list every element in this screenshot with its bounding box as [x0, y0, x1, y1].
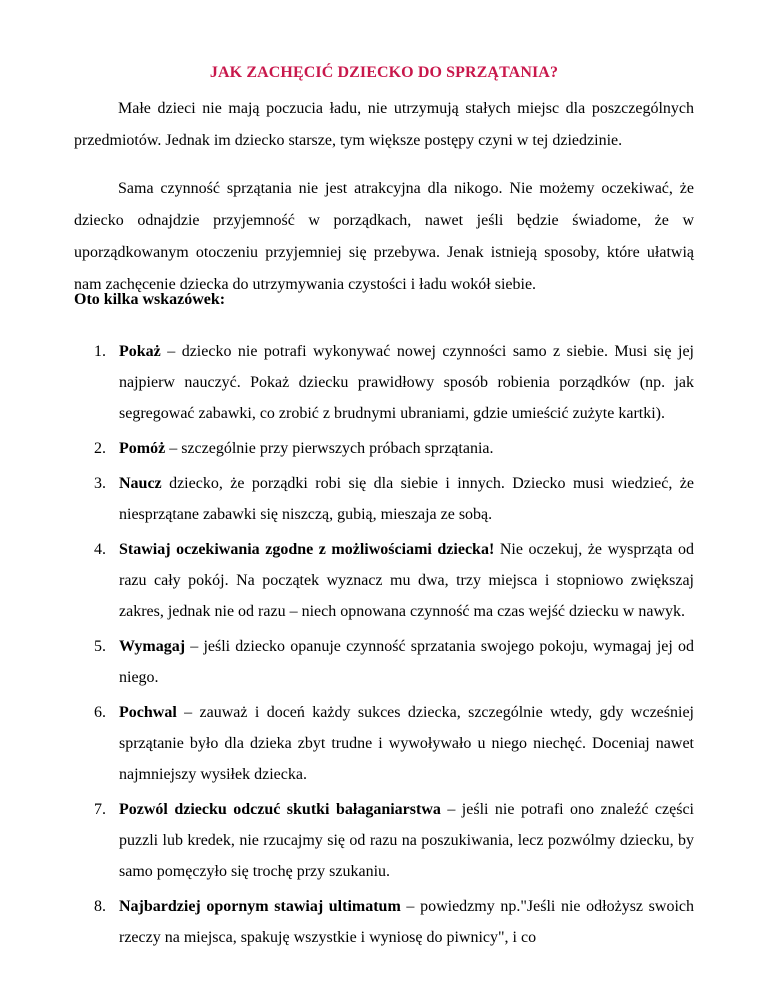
list-item-text: – jeśli dziecko opanuje czynność sprzatania swojego pokoju, wymagaj jej od niego. — [119, 638, 694, 686]
list-item-text: dziecko, że porządki robi się dla siebie i innych. Dziecko musi wiedzieć, że niesprzątane zabawki się niszczą, gubią, mieszaja ze sobą. — [119, 475, 694, 523]
list-item-bold: Naucz — [119, 475, 162, 492]
list-item-text: – powiedzmy np."Jeśli nie odłożysz swoich rzeczy na miejsca, spakuję wszystkie i wyniosę do piwnicy", i co — [119, 898, 695, 946]
list-item-text: Nie oczekuj, że wysprząta od razu cały pokój. Na początek wyznacz mu dwa, trzy miejsca i stopniowo zwiększaj zakres, jednak nie od razu – niech opnowana czynność ma czas wejść dziecku w nawyk. — [119, 541, 695, 620]
list-number: 7. — [94, 801, 106, 818]
list-item-text: – jeśli nie potrafi ono znaleźć części puzzli lub kredek, nie rzucajmy się od razu na poszukiwania, lecz pozwólmy dziecku, by samo pomęczyło się trochę przy szukaniu. — [119, 801, 695, 880]
list-item-text: – szczególnie przy pierwszych próbach sprzątania. — [165, 440, 494, 457]
paragraph-intro: Małe dzieci nie mają poczucia ładu, nie utrzymują stałych miejsc dla poszczególnych przedmiotów. Jednak im dziecko starsze, tym większe postępy czyni w tej dziedzinie. — [74, 100, 694, 149]
list-number: 4. — [94, 541, 106, 558]
list-item — [74, 891, 694, 953]
list-number: 5. — [94, 638, 106, 655]
list-item-bold: Stawiaj oczekiwania zgodne z możliwościami dziecka! — [119, 541, 495, 558]
list-item — [74, 631, 694, 693]
list-item-bold: Pozwól dziecku odczuć skutki bałaganiarstwa — [119, 801, 441, 818]
list-item-text: – zauważ i doceń każdy sukces dziecka, szczególnie wtedy, gdy wcześniej sprzątanie było dla dzieka zbyt trudne i wywoływało u niego niechęć. Doceniaj nawet najmniejszy wysiłek dziecka. — [119, 704, 694, 783]
list-number: 3. — [94, 475, 106, 492]
list-item-bold: Pochwal — [119, 704, 177, 721]
list-item-bold: Najbardziej opornym stawiaj ultimatum — [119, 898, 401, 915]
list-item — [74, 433, 694, 464]
list-number: 8. — [94, 898, 106, 915]
tips-heading: Oto kilka wskazówek: — [74, 291, 226, 308]
list-number: 2. — [94, 440, 106, 457]
list-number: 6. — [94, 704, 106, 721]
tips-list — [74, 336, 694, 957]
list-item — [74, 794, 694, 887]
paragraph-cleaning: Sama czynność sprzątania nie jest atrakcyjna dla nikogo. Nie możemy oczekiwać, że dziecko odnajdzie przyjemność w porządkach, nawet jeśli będzie świadome, że w uporządkowanym otoczeniu przyjemniej się przebywa. Jenak istnieją sposoby, które ułatwią nam zachęcenie dziecka do utrzymywania czystości i ładu wokół siebie. — [74, 180, 694, 293]
list-item-bold: Pomóż — [119, 440, 166, 457]
list-number: 1. — [94, 343, 106, 360]
list-item — [74, 468, 694, 530]
list-item-bold: Pokaż — [119, 343, 161, 360]
document-title: JAK ZACHĘCIĆ DZIECKO DO SPRZĄTANIA? — [209, 64, 559, 81]
list-item — [74, 697, 694, 790]
list-item — [74, 534, 694, 627]
list-item-text: – dziecko nie potrafi wykonywać nowej czynności samo z siebie. Musi się jej najpierw nauczyć. Pokaż dziecku prawidłowy sposób robienia porządków (np. jak segregować zabawki, co zrobić z brudnymi ubraniami, gdzie umieścić zużyte kartki). — [119, 343, 694, 422]
list-item — [74, 336, 694, 429]
list-item-bold: Wymagaj — [119, 638, 186, 655]
